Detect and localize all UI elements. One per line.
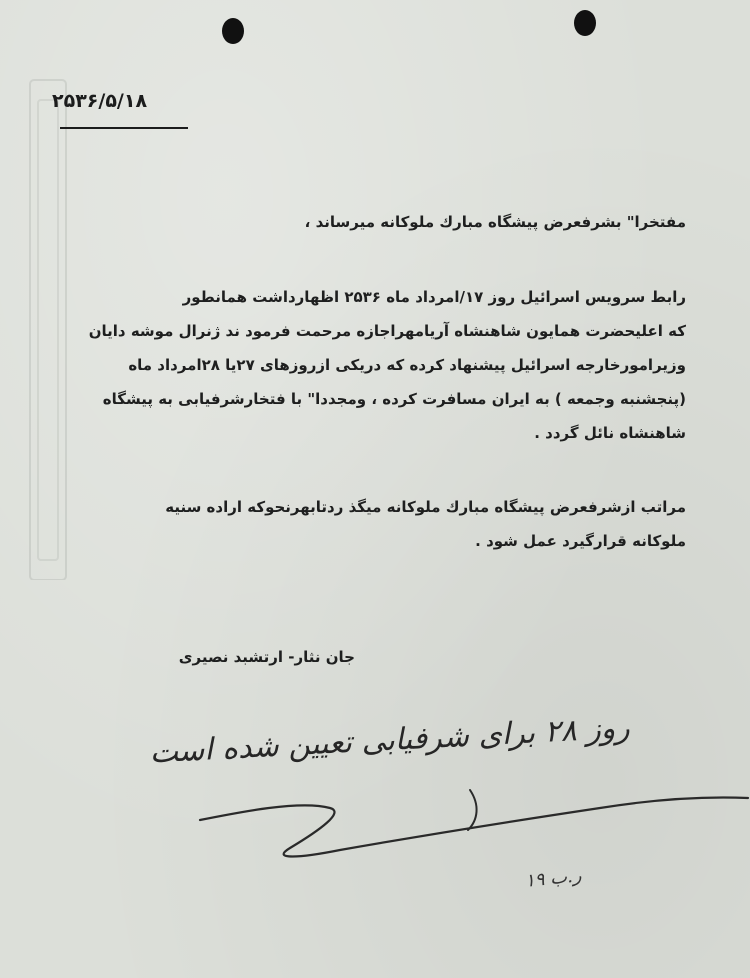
salutation: مفتخرا" بشرفعرض پیشگاه مبارك ملوكانه میرساند ، xyxy=(304,213,686,231)
paragraph-1-line: که اعلیحضرت همایون شاهنشاه آریامهراجازه مرحمت فرمود ند ژنرال موشه دایان xyxy=(88,322,686,340)
date-underline xyxy=(60,127,188,129)
paragraph-2 xyxy=(46,490,686,558)
paragraph-1-line: وزیرامورخارجه اسرائیل پیشنهاد کرده که دریکی ازروزهای ۲۷یا ۲۸امرداد ماه xyxy=(128,356,686,374)
document-date: ۲۵۳۶/۵/۱۸ xyxy=(52,90,148,112)
punch-hole-left xyxy=(222,18,244,44)
paragraph-2-line: مراتب ازشرفعرض پیشگاه مبارك ملوكانه میگذ ردتابهرنحوكه اراده سنیه xyxy=(165,498,686,516)
punch-hole-right xyxy=(574,10,596,36)
signer-line: جان نثار- ارتشبد نصیری xyxy=(178,648,355,666)
paragraph-1-line: (پنجشنبه وجمعه ) به ایران مسافرت کرده ، ومجددا" با فتخارشرفیابی به پیشگاه xyxy=(102,390,686,408)
paragraph-1-line: شاهنشاه نائل گردد . xyxy=(534,424,686,442)
paragraph-1-line: رابط سرویس اسرائیل روز ۱۷/امرداد ماه ۲۵۳۶ اظهارداشت همانطور xyxy=(182,288,686,306)
paragraph-1 xyxy=(46,280,686,450)
paragraph-2-line: ملوكانه قرارگیرد عمل شود . xyxy=(475,532,686,550)
handwritten-note: روز ۲۸ برای شرفیابی تعیین شده است xyxy=(148,710,631,771)
handwritten-initials: ۱۹ ر.ب xyxy=(524,865,583,892)
